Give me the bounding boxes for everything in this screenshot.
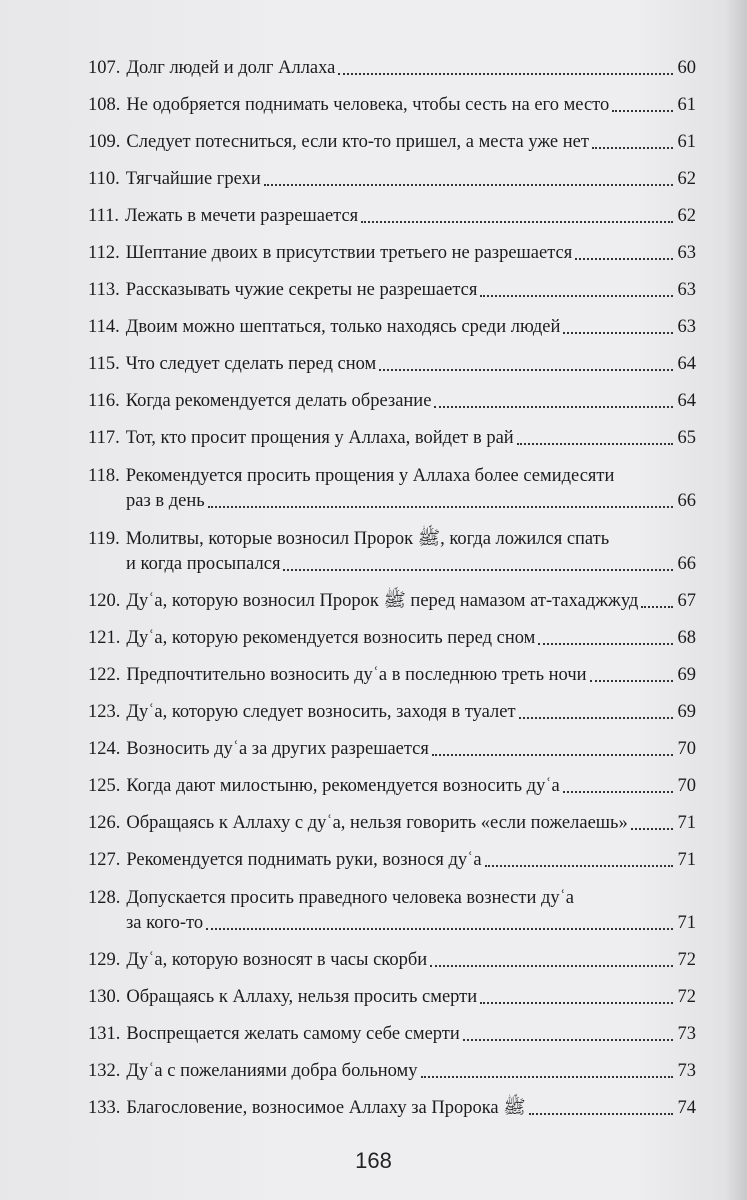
toc-entry-title: Лежать в мечети разрешается — [125, 206, 359, 226]
toc-entry-number: 127. — [88, 850, 121, 870]
dot-leader — [529, 1112, 673, 1115]
toc-entry-page: 69 — [677, 702, 696, 722]
toc-entry-title: Тот, кто просит прощения у Аллаха, войдет в рай — [125, 428, 514, 448]
toc-entry — [88, 315, 696, 339]
toc-entry-number: 107. — [88, 58, 121, 78]
toc-entry-title: Предпочтительно возносить дуʿа в последнюю треть ночи — [126, 665, 587, 685]
toc-entry-page: 71 — [677, 913, 696, 933]
toc-entry — [88, 167, 696, 191]
dot-leader — [361, 220, 673, 223]
toc-entry-title: Тягчайшие грехи — [125, 169, 261, 189]
toc-entry-number: 128. — [88, 888, 121, 908]
dot-leader — [434, 405, 673, 408]
dot-leader — [592, 146, 673, 149]
dot-leader — [631, 827, 673, 830]
toc-entry-title: Долг людей и долг Аллаха — [126, 58, 336, 78]
dot-leader — [208, 505, 673, 508]
toc-entry — [88, 241, 696, 265]
table-of-contents — [88, 56, 696, 1133]
toc-entry-page: 66 — [677, 491, 696, 511]
toc-entry-page: 69 — [677, 665, 696, 685]
toc-entry-title: Шептание двоих в присутствии третьего не разрешается — [125, 243, 573, 263]
toc-entry — [88, 463, 696, 513]
dot-leader — [519, 716, 673, 719]
dot-leader — [430, 964, 673, 967]
dot-leader — [206, 927, 673, 930]
toc-entry-number: 113. — [88, 280, 120, 300]
toc-entry-title-line1: Допускается просить праведного человека вознести дуʿа — [126, 888, 575, 908]
toc-entry — [88, 589, 696, 613]
toc-entry-title: Следует потесниться, если кто-то пришел, а места уже нет — [126, 132, 589, 152]
toc-entry-page: 74 — [677, 1098, 696, 1118]
toc-entry-title: Двоим можно шептаться, только находясь среди людей — [125, 317, 561, 337]
toc-entry — [88, 1096, 696, 1120]
dot-leader — [575, 257, 673, 260]
toc-entry — [88, 389, 696, 413]
toc-entry-title: Рекомендуется поднимать руки, вознося дуʿа — [126, 850, 482, 870]
toc-entry — [88, 663, 696, 687]
toc-entry-number: 131. — [88, 1024, 121, 1044]
toc-entry-number: 123. — [88, 702, 121, 722]
dot-leader — [264, 183, 673, 186]
dot-leader — [641, 605, 673, 608]
toc-entry — [88, 204, 696, 228]
toc-entry-number: 121. — [88, 628, 121, 648]
toc-entry — [88, 278, 696, 302]
toc-entry-title-line1: Рекомендуется просить прощения у Аллаха более семидесяти — [125, 466, 615, 486]
toc-entry-title: Когда дают милостыню, рекомендуется возносить дуʿа — [126, 776, 560, 796]
toc-entry — [88, 885, 696, 935]
toc-entry — [88, 1022, 696, 1046]
toc-entry-page: 62 — [677, 206, 696, 226]
toc-entry-title: Что следует сделать перед сном — [125, 354, 377, 374]
toc-entry — [88, 737, 696, 761]
toc-entry-title-line1: Молитвы, которые возносил Пророк ﷺ, когда ложился спать — [125, 529, 610, 549]
toc-entry — [88, 56, 696, 80]
toc-entry-page: 63 — [677, 317, 696, 337]
toc-entry-page: 71 — [677, 813, 696, 833]
toc-entry-title: Обращаясь к Аллаху, нельзя просить смерти — [126, 987, 478, 1007]
dot-leader — [517, 442, 673, 445]
toc-entry — [88, 626, 696, 650]
toc-entry-page: 66 — [677, 554, 696, 574]
toc-entry-title-line2: за кого-то — [126, 913, 204, 933]
toc-entry-number: 125. — [88, 776, 121, 796]
toc-entry-title: Рассказывать чужие секреты не разрешается — [125, 280, 478, 300]
toc-entry-title-line2: раз в день — [126, 491, 205, 511]
dot-leader — [480, 294, 673, 297]
toc-entry-title: Дуʿа, которую рекомендуется возносить перед сном — [126, 628, 536, 648]
toc-entry — [88, 811, 696, 835]
toc-entry — [88, 526, 696, 576]
dot-leader — [421, 1075, 673, 1078]
dot-leader — [612, 109, 673, 112]
toc-entry-page: 70 — [677, 776, 696, 796]
toc-entry-number: 110. — [88, 169, 120, 189]
toc-entry-page: 70 — [677, 739, 696, 759]
toc-entry-page: 72 — [677, 950, 696, 970]
toc-entry-page: 71 — [677, 850, 696, 870]
dot-leader — [563, 331, 673, 334]
toc-entry-page: 61 — [677, 95, 696, 115]
toc-entry-title: Дуʿа с пожеланиями добра больному — [126, 1061, 418, 1081]
toc-entry — [88, 1059, 696, 1083]
dot-leader — [379, 368, 673, 371]
toc-entry-page: 63 — [677, 243, 696, 263]
toc-entry-page: 60 — [677, 58, 696, 78]
page-number: 168 — [355, 1148, 392, 1173]
toc-entry-number: 117. — [88, 428, 120, 448]
dot-leader — [485, 864, 673, 867]
toc-entry — [88, 948, 696, 972]
toc-entry-number: 116. — [88, 391, 120, 411]
toc-entry-number: 111. — [88, 206, 120, 226]
toc-entry-page: 63 — [677, 280, 696, 300]
toc-entry-number: 120. — [88, 591, 121, 611]
toc-entry — [88, 130, 696, 154]
toc-entry-title: Воспрещается желать самому себе смерти — [126, 1024, 460, 1044]
dot-leader — [538, 642, 673, 645]
toc-entry-number: 122. — [88, 665, 121, 685]
toc-entry — [88, 352, 696, 376]
toc-entry-number: 119. — [88, 529, 120, 549]
toc-entry-title: Благословение, возносимое Аллаху за Пророка ﷺ — [126, 1098, 526, 1118]
toc-entry-page: 73 — [677, 1024, 696, 1044]
dot-leader — [283, 568, 673, 571]
toc-entry — [88, 700, 696, 724]
toc-entry-page: 67 — [677, 591, 696, 611]
toc-entry-page: 61 — [677, 132, 696, 152]
toc-entry-number: 126. — [88, 813, 121, 833]
dot-leader — [432, 753, 673, 756]
toc-entry-title: Дуʿа, которую возносил Пророк ﷺ перед намазом ат-тахаджжуд — [126, 591, 639, 611]
toc-entry-number: 124. — [88, 739, 121, 759]
toc-entry-title: Возносить дуʿа за других разрешается — [126, 739, 429, 759]
toc-entry-number: 130. — [88, 987, 121, 1007]
toc-entry-number: 114. — [88, 317, 120, 337]
dot-leader — [480, 1001, 673, 1004]
dot-leader — [338, 72, 673, 75]
toc-entry-title-line2: и когда просыпался — [126, 554, 281, 574]
toc-entry — [88, 93, 696, 117]
toc-entry-number: 115. — [88, 354, 120, 374]
toc-entry-page: 64 — [677, 391, 696, 411]
toc-entry-number: 133. — [88, 1098, 121, 1118]
dot-leader — [463, 1038, 673, 1041]
toc-entry-page: 73 — [677, 1061, 696, 1081]
toc-entry-page: 72 — [677, 987, 696, 1007]
toc-entry-title: Дуʿа, которую следует возносить, заходя в туалет — [126, 702, 516, 722]
toc-entry — [88, 848, 696, 872]
toc-entry — [88, 774, 696, 798]
dot-leader — [590, 679, 673, 682]
toc-entry-page: 68 — [677, 628, 696, 648]
dot-leader — [563, 790, 673, 793]
toc-entry-number: 129. — [88, 950, 121, 970]
toc-entry-title: Когда рекомендуется делать обрезание — [125, 391, 432, 411]
toc-entry-number: 112. — [88, 243, 120, 263]
toc-entry-page: 64 — [677, 354, 696, 374]
toc-entry — [88, 985, 696, 1009]
toc-entry-number: 132. — [88, 1061, 121, 1081]
toc-entry-title: Дуʿа, которую возносят в часы скорби — [126, 950, 428, 970]
toc-entry-page: 62 — [677, 169, 696, 189]
toc-entry-title: Обращаясь к Аллаху с дуʿа, нельзя говорить «если пожелаешь» — [126, 813, 628, 833]
toc-entry-number: 108. — [88, 95, 121, 115]
toc-entry — [88, 426, 696, 450]
toc-entry-number: 118. — [88, 466, 120, 486]
toc-entry-number: 109. — [88, 132, 121, 152]
toc-entry-page: 65 — [677, 428, 696, 448]
toc-entry-title: Не одобряется поднимать человека, чтобы сесть на его место — [126, 95, 610, 115]
